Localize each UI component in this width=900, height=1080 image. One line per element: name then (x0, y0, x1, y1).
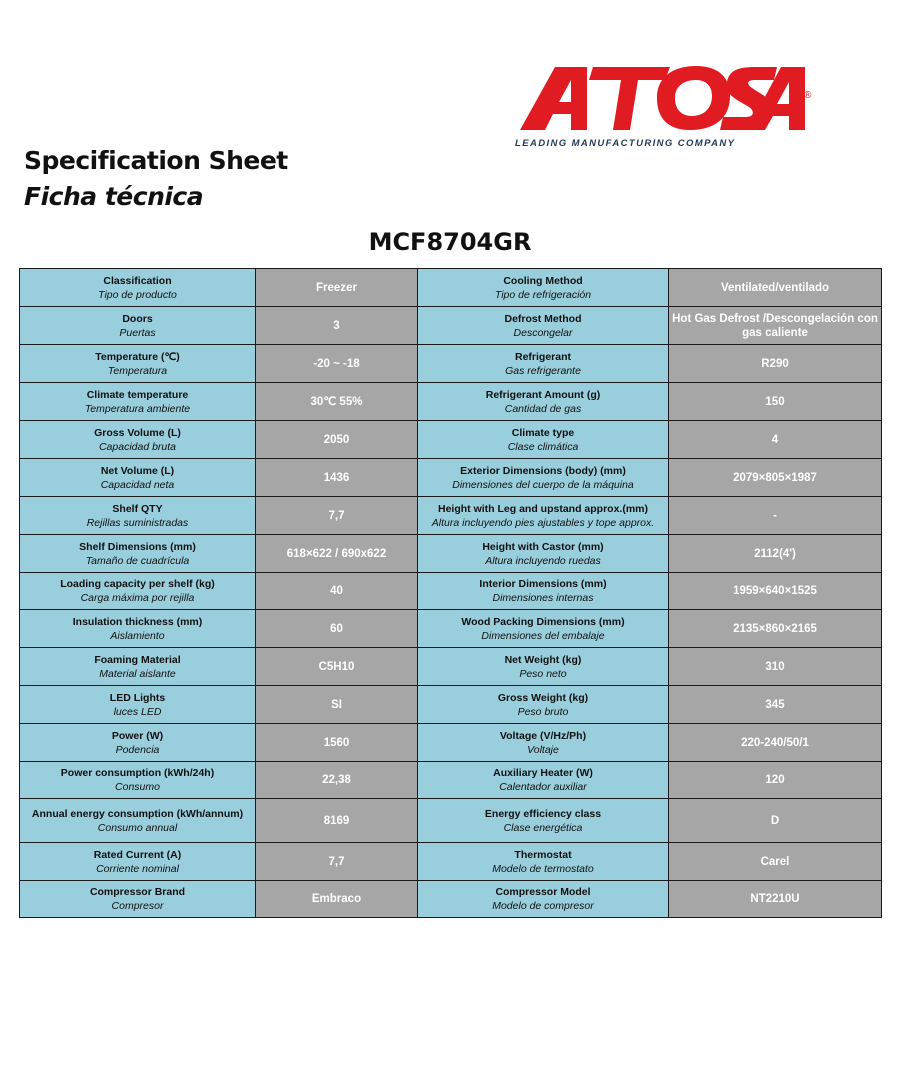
spec-label-en: Climate type (511, 426, 575, 439)
spec-label-en: Gross Volume (L) (94, 426, 181, 439)
spec-label (20, 459, 256, 497)
spec-label-en: Voltage (V/Hz/Ph) (499, 729, 587, 742)
spec-value: 1436 (256, 459, 418, 497)
spec-value: 2050 (256, 421, 418, 459)
spec-value: 618×622 / 690x622 (256, 535, 418, 573)
spec-label (20, 345, 256, 383)
spec-label-es: Consumo annual (97, 821, 178, 834)
spec-row (20, 497, 882, 535)
spec-label-es: Material aislante (99, 667, 176, 680)
spec-row (20, 383, 882, 421)
spec-label-es: Peso neto (519, 667, 567, 680)
logo-wordmark (520, 66, 805, 130)
spec-value: NT2210U (669, 881, 882, 918)
spec-label-en: Temperature (℃) (95, 350, 180, 363)
spec-label-en: Auxiliary Heater (W) (493, 767, 593, 779)
page-subtitle: Ficha técnica (24, 182, 204, 211)
spec-label (20, 269, 256, 307)
atosa-logo (515, 62, 810, 152)
spec-value: 120 (669, 762, 882, 799)
spec-label-en: Net Weight (kg) (504, 653, 582, 666)
spec-label (418, 762, 669, 799)
spec-label (418, 459, 669, 497)
model-number: MCF8704GR (368, 228, 532, 256)
spec-label (418, 535, 669, 573)
spec-label-en: Power consumption (kWh/24h) (60, 767, 215, 779)
spec-value: 7,7 (256, 497, 418, 535)
spec-label (418, 421, 669, 459)
spec-label-en: Loading capacity per shelf (kg) (60, 578, 215, 590)
spec-row (20, 573, 882, 610)
spec-label-en: Climate temperature (86, 388, 189, 401)
spec-value: Carel (669, 843, 882, 881)
spec-label (20, 648, 256, 686)
spec-label-en: Insulation thickness (mm) (72, 615, 203, 628)
spec-value: 2135×860×2165 (669, 610, 882, 648)
spec-label-es: luces LED (113, 705, 162, 718)
spec-row (20, 799, 882, 843)
spec-label-en: Height with Castor (mm) (482, 540, 604, 553)
spec-label (20, 799, 256, 843)
spec-label-en: Interior Dimensions (mm) (479, 578, 607, 590)
spec-label-es: Temperatura (107, 364, 168, 377)
spec-table (19, 268, 882, 918)
logo-tagline: LEADING MANUFACTURING COMPANY (515, 138, 736, 149)
spec-label-es: Aislamiento (110, 629, 165, 642)
spec-label-es: Altura incluyendo pies ajustables y tope approx. (431, 516, 655, 529)
spec-label (418, 648, 669, 686)
spec-label (418, 724, 669, 762)
spec-label-en: LED Lights (109, 691, 166, 704)
spec-label-en: Doors (122, 312, 153, 325)
spec-label (418, 610, 669, 648)
spec-label-en: Shelf QTY (112, 502, 163, 515)
spec-row (20, 345, 882, 383)
spec-value: 3 (256, 307, 418, 345)
spec-label (418, 345, 669, 383)
spec-label-es: Consumo (115, 781, 160, 793)
spec-label (418, 799, 669, 843)
spec-label (418, 269, 669, 307)
spec-row (20, 610, 882, 648)
spec-value: SI (256, 686, 418, 724)
spec-value: 345 (669, 686, 882, 724)
spec-label (418, 881, 669, 918)
spec-value: 310 (669, 648, 882, 686)
spec-label-es: Peso bruto (517, 705, 569, 718)
spec-value: 7,7 (256, 843, 418, 881)
spec-label (20, 610, 256, 648)
page-title: Specification Sheet (24, 146, 288, 175)
spec-label-en: Wood Packing Dimensions (mm) (461, 615, 625, 628)
spec-row (20, 648, 882, 686)
spec-label-en: Defrost Method (504, 312, 582, 325)
spec-label-es: Dimensiones internas (492, 592, 594, 604)
spec-label-en: Cooling Method (503, 274, 583, 287)
spec-value: Ventilated/ventilado (669, 269, 882, 307)
spec-row (20, 421, 882, 459)
spec-label (418, 843, 669, 881)
spec-label-en: Power (W) (111, 729, 164, 742)
spec-value: 2079×805×1987 (669, 459, 882, 497)
spec-value: 30℃ 55% (256, 383, 418, 421)
spec-label-es: Clase energética (503, 821, 583, 834)
spec-label-es: Corriente nominal (96, 862, 179, 875)
spec-label (418, 383, 669, 421)
spec-label-es: Puertas (119, 326, 156, 339)
spec-row (20, 535, 882, 573)
spec-label (20, 535, 256, 573)
spec-value: R290 (669, 345, 882, 383)
spec-label-en: Gross Weight (kg) (497, 691, 589, 704)
registered-mark: ® (804, 90, 812, 101)
spec-value: 220-240/50/1 (669, 724, 882, 762)
spec-value: Freezer (256, 269, 418, 307)
spec-row (20, 843, 882, 881)
spec-value: Embraco (256, 881, 418, 918)
spec-value: 4 (669, 421, 882, 459)
spec-label-es: Altura incluyendo ruedas (485, 554, 601, 567)
spec-row (20, 307, 882, 345)
spec-value: Hot Gas Defrost /Descongelación con gas caliente (669, 307, 882, 345)
spec-label-en: Refrigerant (514, 350, 571, 363)
spec-table-body (20, 269, 882, 918)
spec-label (20, 881, 256, 918)
spec-label-es: Descongelar (513, 326, 573, 339)
spec-row (20, 686, 882, 724)
spec-label-es: Voltaje (527, 743, 559, 756)
spec-label-en: Energy efficiency class (484, 807, 602, 820)
spec-value: 1959×640×1525 (669, 573, 882, 610)
spec-label (20, 421, 256, 459)
spec-value: 40 (256, 573, 418, 610)
spec-value: 22,38 (256, 762, 418, 799)
spec-label-es: Capacidad neta (100, 478, 175, 491)
spec-label (20, 724, 256, 762)
spec-label-en: Rated Current (A) (93, 848, 182, 861)
spec-label-en: Compressor Model (495, 886, 591, 898)
spec-value: 60 (256, 610, 418, 648)
spec-label-en: Shelf Dimensions (mm) (79, 540, 196, 553)
spec-label-en: Annual energy consumption (kWh/annum) (31, 807, 244, 820)
spec-label (418, 686, 669, 724)
spec-label-en: Exterior Dimensions (body) (mm) (460, 464, 626, 477)
spec-label-es: Podencia (115, 743, 160, 756)
spec-row (20, 881, 882, 918)
spec-row (20, 762, 882, 799)
spec-label-en: Refrigerant Amount (g) (485, 388, 601, 401)
spec-row (20, 724, 882, 762)
spec-value: -20 ~ -18 (256, 345, 418, 383)
spec-label-es: Temperatura ambiente (84, 402, 191, 415)
spec-label-en: Foaming Material (94, 653, 181, 666)
spec-label (418, 573, 669, 610)
spec-label-es: Tipo de refrigeración (494, 288, 592, 301)
spec-label (20, 762, 256, 799)
spec-row (20, 269, 882, 307)
spec-label (20, 573, 256, 610)
spec-label-es: Clase climática (507, 440, 579, 453)
spec-row (20, 459, 882, 497)
spec-label-es: Tipo de producto (98, 288, 177, 301)
spec-label-en: Compressor Brand (89, 886, 186, 898)
spec-label-en: Classification (103, 274, 172, 287)
spec-label-es: Capacidad bruta (98, 440, 177, 453)
spec-label (418, 497, 669, 535)
spec-label-es: Calentador auxiliar (499, 781, 587, 793)
spec-value: 8169 (256, 799, 418, 843)
spec-label-es: Tamaño de cuadrícula (85, 554, 190, 567)
spec-value: 2112(4') (669, 535, 882, 573)
spec-label-es: Rejillas suministradas (86, 516, 189, 529)
spec-label-es: Cantidad de gas (504, 402, 582, 415)
spec-label-en: Net Volume (L) (100, 464, 175, 477)
spec-label-es: Carga máxima por rejilla (80, 592, 195, 604)
spec-label-en: Thermostat (514, 848, 572, 861)
spec-value: 1560 (256, 724, 418, 762)
spec-label-es: Gas refrigerante (505, 364, 581, 377)
spec-label-es: Modelo de compresor (492, 900, 594, 912)
spec-label-es: Dimensiones del embalaje (481, 629, 605, 642)
spec-value: 150 (669, 383, 882, 421)
spec-label (20, 383, 256, 421)
spec-label (418, 307, 669, 345)
spec-label (20, 307, 256, 345)
spec-value: - (669, 497, 882, 535)
spec-label-es: Compresor (111, 900, 164, 912)
spec-label-es: Dimensiones del cuerpo de la máquina (452, 478, 634, 491)
spec-value: D (669, 799, 882, 843)
spec-label (20, 497, 256, 535)
spec-label-en: Height with Leg and upstand approx.(mm) (438, 502, 648, 515)
spec-label-es: Modelo de termostato (492, 862, 594, 875)
spec-value: C5H10 (256, 648, 418, 686)
spec-label (20, 686, 256, 724)
spec-label (20, 843, 256, 881)
